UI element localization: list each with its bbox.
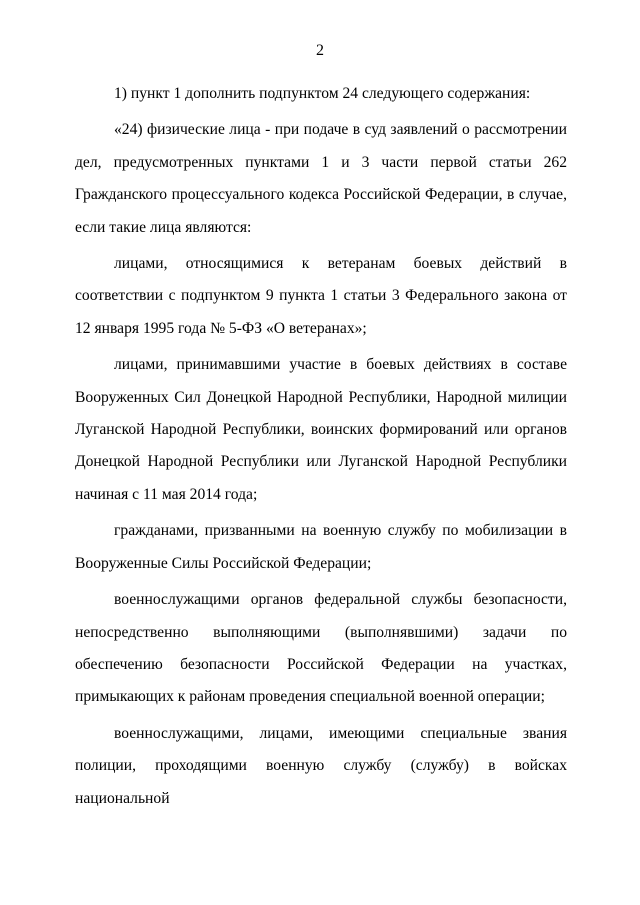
page-number: 2 — [316, 42, 324, 59]
paragraph-dnr-lnr-participants: лицами, принимавшими участие в боевых действиях в составе Вооруженных Сил Донецкой Народной Республики, Народной милиции Луганской Народной Республики, воинских формирований или органов Донецкой Народной Республики или Луганской Народной Республики начиная с 11 мая 2014 года; — [75, 356, 567, 503]
document-body — [75, 78, 567, 815]
paragraph-item-1: 1) пункт 1 дополнить подпунктом 24 следующего содержания: — [114, 85, 531, 102]
paragraph-police-servicemen: военнослужащими, лицами, имеющими специальные звания полиции, проходящими военную службу (службу) в войсках национальной — [75, 724, 567, 807]
paragraph-combat-veterans: лицами, относящимися к ветеранам боевых действий в соответствии с подпунктом 9 пункта 1 статьи 3 Федерального закона от 12 января 1995 года № 5-ФЗ «О ветеранах»; — [75, 255, 567, 337]
paragraph-fsb-servicemen: военнослужащими органов федеральной службы безопасности, непосредственно выполняющими (выполнявшими) задачи по обеспечению безопасности Российской Федерации на участках, примыкающих к районам проведения специальной военной операции; — [75, 591, 567, 706]
paragraph-mobilized-citizens: гражданами, призванными на военную службу по мобилизации в Вооруженные Силы Российской Федерации; — [75, 522, 567, 572]
paragraph-item-24: «24) физические лица - при подаче в суд заявлений о рассмотрении дел, предусмотренных пунктами 1 и 3 части первой статьи 262 Гражданского процессуального кодекса Российской Федерации, в случае, если такие лица являются: — [75, 121, 567, 236]
